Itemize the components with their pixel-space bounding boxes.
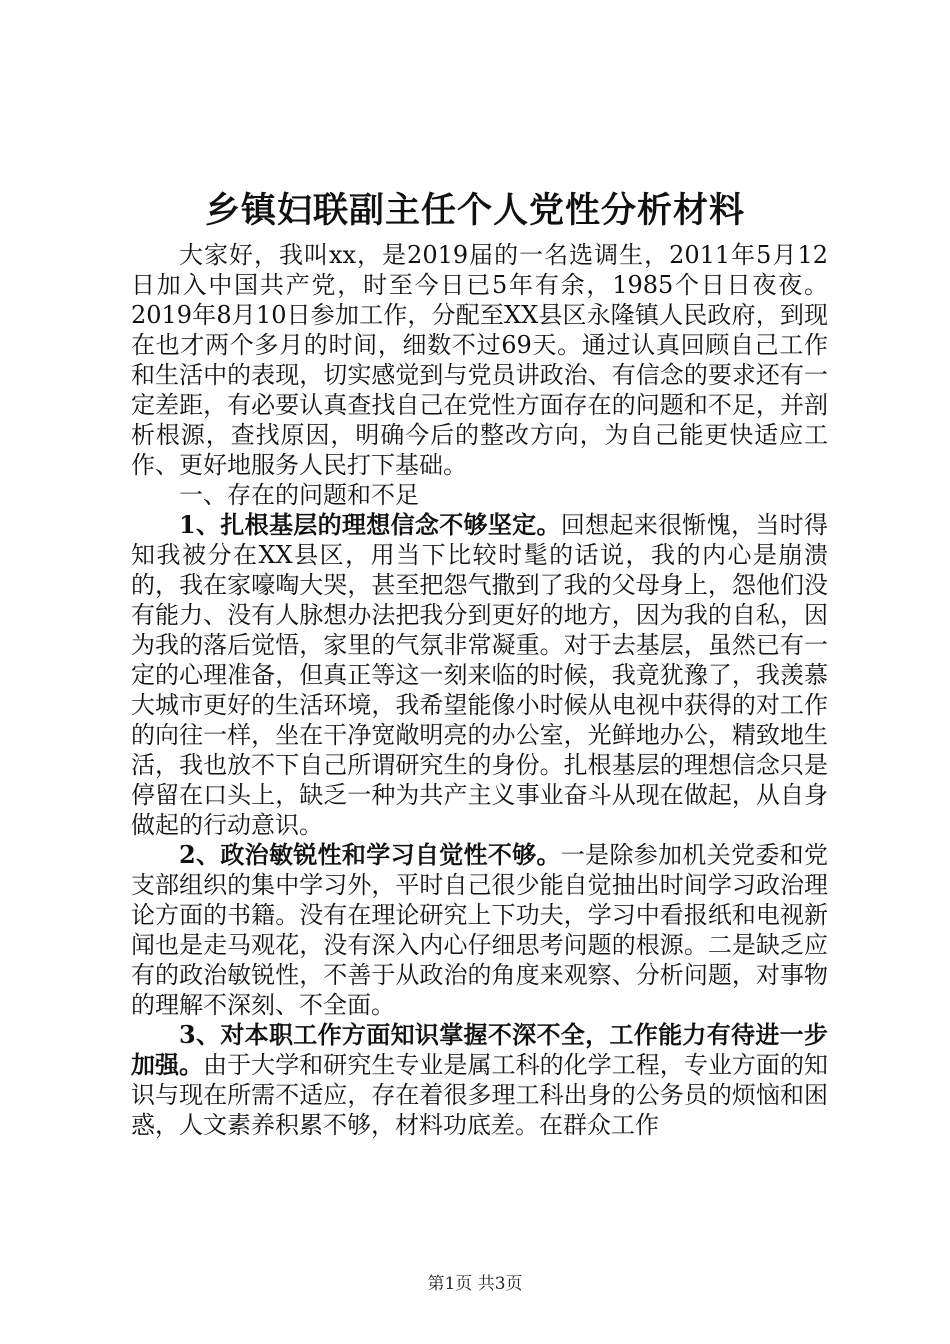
item-lead-1: 1、扎根基层的理想信念不够坚定。 [179, 510, 561, 539]
item-paragraph-2 [131, 840, 828, 1020]
document-body [131, 240, 828, 1140]
item-paragraph-3 [131, 1020, 828, 1140]
item-text-2: 一是除参加机关党委和党支部组织的集中学习外，平时自己很少能自觉抽出时间学习政治理论方面的书籍。没有在理论研究上下功夫，学习中看报纸和电视新闻也是走马观花，没有深入内心仔细思考问题的根源。二是缺乏应有的政治敏锐性，不善于从政治的角度来观察、分析问题，对事物的理解不深刻、不全面。 [131, 841, 829, 1019]
item-text-1: 回想起来很惭愧，当时得知我被分在XX县区，用当下比较时髦的话说，我的内心是崩溃的，我在家嚎啕大哭，甚至把怨气撒到了我的父母身上，怨他们没有能力、没有人脉想办法把我分到更好的地方，因为我的自私，因为我的落后觉悟，家里的气氛非常凝重。对于去基层，虽然已有一定的心理准备，但真正等这一刻来临的时候，我竟犹豫了，我羡慕大城市更好的生活环境，我希望能像小时候从电视中获得的对工作的向往一样，坐在干净宽敞明亮的办公室，光鲜地办公，精致地生活，我也放不下自己所谓研究生的身份。扎根基层的理想信念只是停留在口头上，缺乏一种为共产主义事业奋斗从现在做起，从自身做起的行动意识。 [131, 511, 829, 839]
page-footer: 第1页 共3页 [427, 1274, 523, 1294]
intro-paragraph: 大家好，我叫xx，是2019届的一名选调生，2011年5月12日加入中国共产党，时至今日已5年有余，1985个日日夜夜。2019年8月10日参加工作，分配至XX县区永隆镇人民政府，到现在也才两个多月的时间，细数不过69天。通过认真回顾自己工作和生活中的表现，切实感觉到与党员讲政治、有信念的要求还有一定差距，有必要认真查找自己在党性方面存在的问题和不足，并剖析根源，查找原因，明确今后的整改方向，为自己能更快适应工作、更好地服务人民打下基础。 [131, 241, 828, 479]
section-heading: 一、存在的问题和不足 [179, 481, 419, 509]
item-text-3: 由于大学和研究生专业是属工科的化学工程，专业方面的知识与现在所需不适应，存在着很多理工科出身的公务员的烦恼和困惑，人文素养积累不够，材料功底差。在群众工作 [131, 1051, 829, 1139]
item-lead-2: 2、政治敏锐性和学习自觉性不够。 [179, 840, 561, 869]
item-lead-3: 3、对本职工作方面知识掌握不深不全，工作能力有待进一步加强。 [131, 1020, 828, 1079]
document-title: 乡镇妇联副主任个人党性分析材料 [204, 190, 745, 231]
item-paragraph-1 [131, 510, 828, 840]
